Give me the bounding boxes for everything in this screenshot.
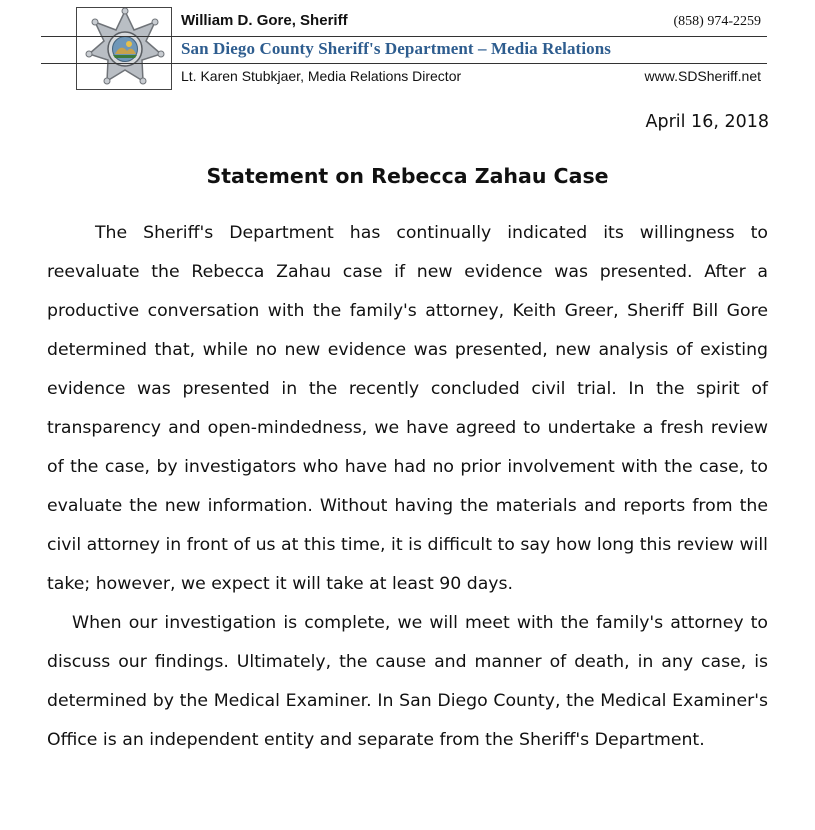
- website-url: www.SDSheriff.net: [644, 68, 761, 84]
- header-rule-top: [41, 36, 767, 37]
- letterhead: [0, 0, 815, 100]
- paragraph-1: The Sheriff's Department has continually indicated its willingness to reevaluate the Rebecca Zahau case if new evidence was presented. After a productive conversation with the family's attorney, Keith Greer, Sheriff Bill Gore determined that, while no new evidence was presented, new analysis of existing evidence was presented in the recently concluded civil trial. In the spirit of transparency and open-mindedness, we have agreed to undertake a fresh review of the case, by investigators who have had no prior involvement with the case, to evaluate the new information. Without having the materials and reports from the civil attorney in front of us at this time, it is difficult to say how long this review will take; however, we expect it will take at least 90 days.: [47, 223, 768, 594]
- media-relations-director: Lt. Karen Stubkjaer, Media Relations Director: [181, 68, 462, 84]
- sheriff-name: William D. Gore, Sheriff: [181, 12, 348, 29]
- sheriff-star-badge-icon: [83, 8, 167, 90]
- paragraph-2: When our investigation is complete, we will meet with the family's attorney to discuss our findings. Ultimately, the cause and manner of death, in any case, is determined by the Medical Examiner. In San Diego County, the Medical Examiner's Office is an independent entity and separate from the Sheriff's Department.: [47, 613, 768, 750]
- statement-date: April 16, 2018: [645, 112, 769, 132]
- statement-title: Statement on Rebecca Zahau Case: [206, 164, 609, 188]
- header-rule-bottom: [41, 63, 767, 64]
- badge-frame: [76, 7, 172, 90]
- department-title: San Diego County Sheriff's Department – Media Relations: [181, 39, 612, 58]
- phone-number: (858) 974-2259: [673, 14, 761, 29]
